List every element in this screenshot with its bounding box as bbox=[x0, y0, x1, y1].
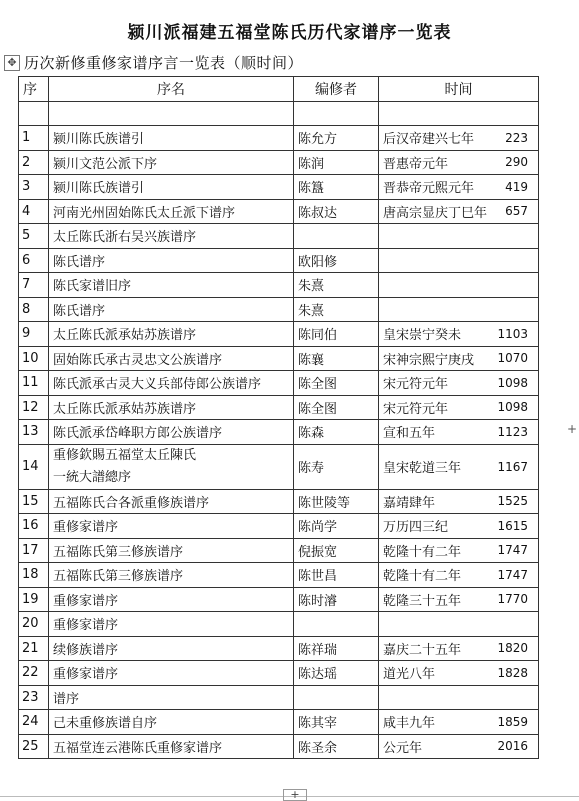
table-row bbox=[19, 514, 539, 539]
table-body bbox=[19, 126, 539, 759]
table-row bbox=[19, 175, 539, 200]
editor-name: 陈世陵等 bbox=[294, 489, 379, 514]
row-number: 3 bbox=[19, 175, 49, 200]
era-name: 嘉庆二十五年 bbox=[383, 642, 462, 658]
preface-name: 陈氏谱序 bbox=[49, 248, 294, 273]
preface-name: 重修家谱序 bbox=[49, 661, 294, 686]
year-value: 1525 bbox=[497, 494, 528, 509]
editor-name: 欧阳修 bbox=[294, 248, 379, 273]
time-wrap bbox=[383, 541, 534, 560]
era-name: 乾隆十有二年 bbox=[383, 544, 462, 560]
time-cell bbox=[379, 710, 539, 735]
table-row bbox=[19, 612, 539, 637]
era-name: 晋恭帝元熙元年 bbox=[383, 181, 475, 197]
year-value: 1098 bbox=[497, 400, 528, 415]
time-cell bbox=[379, 661, 539, 686]
editor-name: 朱熹 bbox=[294, 297, 379, 322]
table-row bbox=[19, 150, 539, 175]
preface-name: 太丘陈氏派承姑苏族谱序 bbox=[49, 395, 294, 420]
blank-cell bbox=[19, 101, 49, 126]
blank-cell bbox=[379, 101, 539, 126]
time-wrap bbox=[383, 398, 534, 417]
preface-name: 续修族谱序 bbox=[49, 636, 294, 661]
row-number: 15 bbox=[19, 489, 49, 514]
year-value: 1820 bbox=[497, 641, 528, 656]
time-cell bbox=[379, 420, 539, 445]
table-row bbox=[19, 420, 539, 445]
editor-name: 陈世昌 bbox=[294, 563, 379, 588]
blank-cell bbox=[294, 101, 379, 126]
table-row bbox=[19, 126, 539, 151]
row-number: 5 bbox=[19, 224, 49, 249]
time-wrap bbox=[383, 565, 534, 584]
time-wrap bbox=[383, 663, 534, 682]
time-wrap bbox=[383, 324, 534, 343]
preface-name: 陈氏派承岱峰职方郎公族谱序 bbox=[49, 420, 294, 445]
preface-name: 重修家谱序 bbox=[49, 587, 294, 612]
era-name: 后汉帝建兴七年 bbox=[383, 132, 475, 148]
time-cell bbox=[379, 346, 539, 371]
era-name: 宋元符元年 bbox=[383, 401, 449, 417]
year-value: 1770 bbox=[497, 592, 528, 607]
editor-name: 陈全图 bbox=[294, 395, 379, 420]
time-cell bbox=[379, 563, 539, 588]
row-number: 18 bbox=[19, 563, 49, 588]
year-value: 1167 bbox=[497, 459, 528, 474]
row-number: 20 bbox=[19, 612, 49, 637]
add-row-icon[interactable]: + bbox=[283, 789, 307, 801]
time-cell bbox=[379, 587, 539, 612]
preface-name: 河南光州固始陈氏太丘派下谱序 bbox=[49, 199, 294, 224]
year-value: 223 bbox=[505, 130, 528, 145]
time-wrap bbox=[383, 349, 534, 368]
time-cell bbox=[379, 297, 539, 322]
table-row bbox=[19, 395, 539, 420]
table-row bbox=[19, 489, 539, 514]
preface-name: 颍川陈氏族谱引 bbox=[49, 175, 294, 200]
editor-name bbox=[294, 685, 379, 710]
era-name: 宣和五年 bbox=[383, 426, 436, 442]
editor-name: 朱熹 bbox=[294, 273, 379, 298]
editor-name: 陈时濬 bbox=[294, 587, 379, 612]
table-row bbox=[19, 297, 539, 322]
time-cell bbox=[379, 538, 539, 563]
time-cell bbox=[379, 371, 539, 396]
time-wrap bbox=[383, 177, 534, 196]
preface-name: 五福堂连云港陈氏重修家谱序 bbox=[49, 734, 294, 759]
era-name: 乾隆十有二年 bbox=[383, 569, 462, 585]
editor-name: 陈其宰 bbox=[294, 710, 379, 735]
row-number: 10 bbox=[19, 346, 49, 371]
time-cell bbox=[379, 514, 539, 539]
row-number: 17 bbox=[19, 538, 49, 563]
table-move-handle-icon[interactable]: ✥ bbox=[4, 55, 20, 71]
era-name: 唐高宗显庆丁巳年 bbox=[383, 205, 488, 221]
preface-name: 五福陈氏第三修族谱序 bbox=[49, 563, 294, 588]
era-name: 宋神宗熙宁庚戌 bbox=[383, 352, 475, 368]
editor-name: 陈润 bbox=[294, 150, 379, 175]
time-cell bbox=[379, 199, 539, 224]
table-header-row bbox=[19, 77, 539, 102]
header-name: 序名 bbox=[49, 77, 294, 102]
row-number: 1 bbox=[19, 126, 49, 151]
preface-name: 颍川文范公派下序 bbox=[49, 150, 294, 175]
row-number: 23 bbox=[19, 685, 49, 710]
preface-name: 五福陈氏合各派重修族谱序 bbox=[49, 489, 294, 514]
time-cell bbox=[379, 734, 539, 759]
table-row bbox=[19, 371, 539, 396]
time-cell bbox=[379, 248, 539, 273]
row-number: 11 bbox=[19, 371, 49, 396]
time-wrap bbox=[383, 457, 534, 476]
preface-name: 颍川陈氏族谱引 bbox=[49, 126, 294, 151]
editor-name: 陈全图 bbox=[294, 371, 379, 396]
page-title: 颍川派福建五福堂陈氏历代家谱序一览表 bbox=[127, 23, 452, 43]
table-row bbox=[19, 685, 539, 710]
era-name: 乾隆三十五年 bbox=[383, 593, 462, 609]
row-number: 2 bbox=[19, 150, 49, 175]
row-number: 7 bbox=[19, 273, 49, 298]
row-number: 12 bbox=[19, 395, 49, 420]
year-value: 1859 bbox=[497, 714, 528, 729]
header-time: 时间 bbox=[379, 77, 539, 102]
preface-name: 太丘陈氏派承姑苏族谱序 bbox=[49, 322, 294, 347]
row-number: 24 bbox=[19, 710, 49, 735]
era-name: 皇宋崇宁癸未 bbox=[383, 328, 462, 344]
time-wrap bbox=[383, 737, 534, 756]
time-wrap bbox=[383, 422, 534, 441]
preface-name: 陈氏家谱旧序 bbox=[49, 273, 294, 298]
row-number: 16 bbox=[19, 514, 49, 539]
preface-name: 固始陈氏承古灵忠文公族谱序 bbox=[49, 346, 294, 371]
time-cell bbox=[379, 489, 539, 514]
editor-name: 陈簋 bbox=[294, 175, 379, 200]
editor-name: 陈森 bbox=[294, 420, 379, 445]
table-subtitle: 历次新修重修家谱序言一览表（顺时间） bbox=[24, 54, 304, 72]
time-cell bbox=[379, 395, 539, 420]
year-value: 1098 bbox=[497, 375, 528, 390]
row-number: 9 bbox=[19, 322, 49, 347]
preface-name-line1: 重修欽賜五福堂太丘陳氏 bbox=[53, 447, 197, 463]
era-name: 咸丰九年 bbox=[383, 716, 436, 732]
row-number: 8 bbox=[19, 297, 49, 322]
table-row bbox=[19, 322, 539, 347]
time-cell bbox=[379, 612, 539, 637]
year-value: 657 bbox=[505, 204, 528, 219]
editor-name: 陈圣余 bbox=[294, 734, 379, 759]
preface-name: 重修家谱序 bbox=[49, 612, 294, 637]
year-value: 419 bbox=[505, 179, 528, 194]
table-row bbox=[19, 734, 539, 759]
year-value: 1747 bbox=[497, 567, 528, 582]
editor-name bbox=[294, 224, 379, 249]
editor-name: 陈达瑶 bbox=[294, 661, 379, 686]
preface-name: 重修家谱序 bbox=[49, 514, 294, 539]
time-wrap bbox=[383, 373, 534, 392]
row-number: 13 bbox=[19, 420, 49, 445]
era-name: 公元年 bbox=[383, 740, 423, 756]
preface-name bbox=[49, 444, 294, 489]
table-row bbox=[19, 538, 539, 563]
editor-name bbox=[294, 612, 379, 637]
row-number: 25 bbox=[19, 734, 49, 759]
add-column-icon[interactable]: + bbox=[567, 422, 578, 436]
era-name: 万历四三纪 bbox=[383, 520, 449, 536]
editor-name: 陈襄 bbox=[294, 346, 379, 371]
row-number: 14 bbox=[19, 444, 49, 489]
preface-name-line2: 一統大譜總序 bbox=[53, 469, 132, 485]
table-row bbox=[19, 587, 539, 612]
table-blank-row bbox=[19, 101, 539, 126]
year-value: 1615 bbox=[497, 518, 528, 533]
time-wrap bbox=[383, 153, 534, 172]
year-value: 1123 bbox=[497, 424, 528, 439]
preface-name: 太丘陈氏浙右吴兴族谱序 bbox=[49, 224, 294, 249]
row-number: 21 bbox=[19, 636, 49, 661]
table-row bbox=[19, 710, 539, 735]
time-cell bbox=[379, 273, 539, 298]
row-number: 6 bbox=[19, 248, 49, 273]
editor-name: 陈叔达 bbox=[294, 199, 379, 224]
preface-name: 陈氏谱序 bbox=[49, 297, 294, 322]
year-value: 2016 bbox=[497, 739, 528, 754]
era-name: 皇宋乾道三年 bbox=[383, 461, 462, 476]
preface-name: 陈氏派承古灵大义兵部侍郎公族谱序 bbox=[49, 371, 294, 396]
era-name: 宋元符元年 bbox=[383, 377, 449, 393]
time-wrap bbox=[383, 639, 534, 658]
time-wrap bbox=[383, 492, 534, 511]
table-row bbox=[19, 224, 539, 249]
year-value: 1828 bbox=[497, 665, 528, 680]
time-cell bbox=[379, 636, 539, 661]
year-value: 1103 bbox=[497, 326, 528, 341]
row-number: 22 bbox=[19, 661, 49, 686]
editor-name: 陈允方 bbox=[294, 126, 379, 151]
year-value: 1747 bbox=[497, 543, 528, 558]
time-cell bbox=[379, 150, 539, 175]
year-value: 1070 bbox=[497, 351, 528, 366]
genealogy-preface-table bbox=[18, 76, 539, 759]
blank-cell bbox=[49, 101, 294, 126]
editor-name: 倪振宽 bbox=[294, 538, 379, 563]
table-row bbox=[19, 661, 539, 686]
header-no: 序 bbox=[19, 77, 49, 102]
editor-name: 陈同伯 bbox=[294, 322, 379, 347]
row-number: 19 bbox=[19, 587, 49, 612]
time-wrap bbox=[383, 590, 534, 609]
era-name: 嘉靖肆年 bbox=[383, 495, 436, 511]
preface-name: 谱序 bbox=[49, 685, 294, 710]
time-wrap bbox=[383, 128, 534, 147]
table-row bbox=[19, 563, 539, 588]
table-row bbox=[19, 248, 539, 273]
header-editor: 编修者 bbox=[294, 77, 379, 102]
time-cell bbox=[379, 685, 539, 710]
time-cell bbox=[379, 224, 539, 249]
era-name: 晋惠帝元年 bbox=[383, 156, 449, 172]
time-wrap bbox=[383, 712, 534, 731]
time-cell bbox=[379, 322, 539, 347]
editor-name: 陈寿 bbox=[294, 444, 379, 489]
editor-name: 陈尚学 bbox=[294, 514, 379, 539]
table-row bbox=[19, 273, 539, 298]
editor-name: 陈祥瑞 bbox=[294, 636, 379, 661]
time-cell bbox=[379, 175, 539, 200]
year-value: 290 bbox=[505, 155, 528, 170]
table-row bbox=[19, 346, 539, 371]
table-row bbox=[19, 444, 539, 489]
preface-name: 己未重修族谱自序 bbox=[49, 710, 294, 735]
time-wrap bbox=[383, 202, 534, 221]
table-row bbox=[19, 199, 539, 224]
row-number: 4 bbox=[19, 199, 49, 224]
time-cell bbox=[379, 444, 539, 489]
table-row bbox=[19, 636, 539, 661]
era-name: 道光八年 bbox=[383, 667, 436, 683]
time-cell bbox=[379, 126, 539, 151]
preface-name: 五福陈氏第三修族谱序 bbox=[49, 538, 294, 563]
time-wrap bbox=[383, 516, 534, 535]
